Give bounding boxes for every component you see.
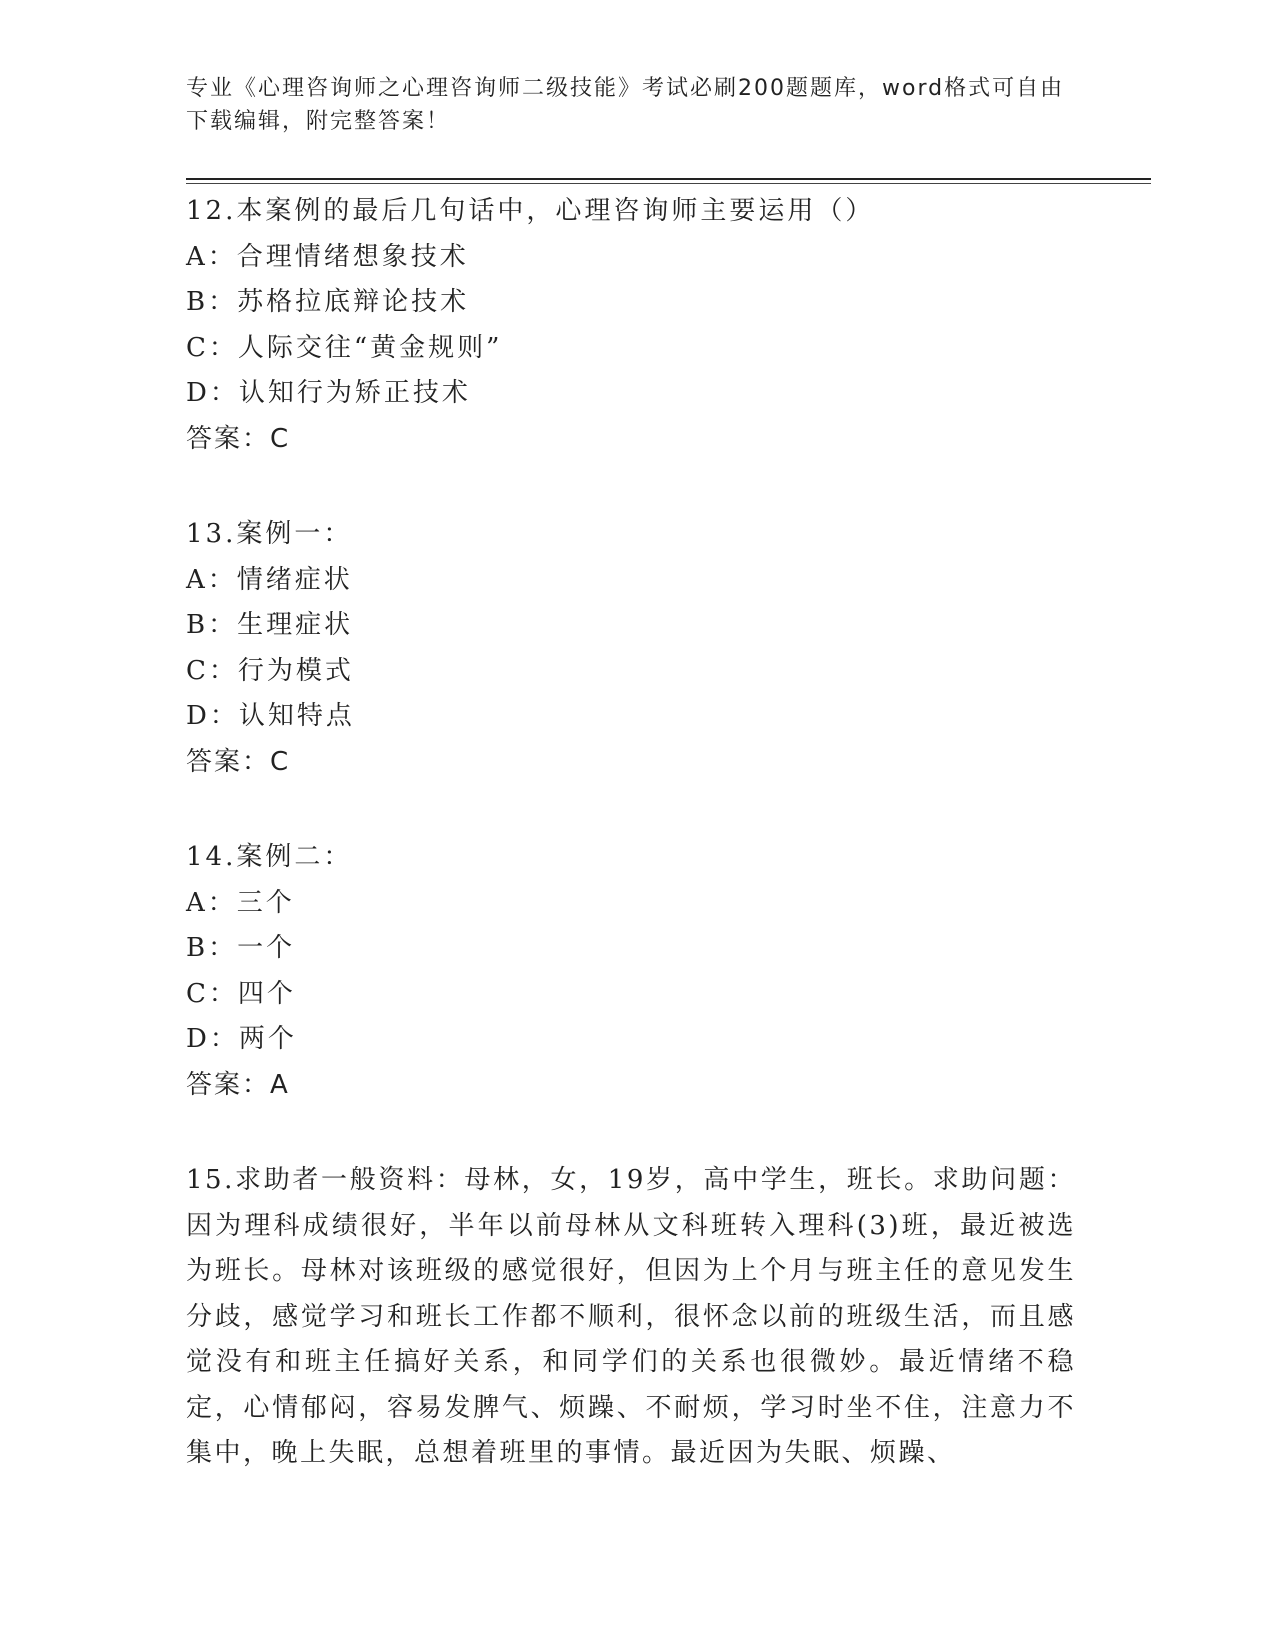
option-a: A：情绪症状 [186, 564, 353, 595]
option-c: C：人际交往“黄金规则” [186, 332, 503, 363]
question-block-12 [186, 189, 1076, 462]
question-block-13 [186, 512, 1076, 785]
option-d: D：两个 [186, 1024, 297, 1054]
option-b: B：苏格拉底辩论技术 [186, 287, 470, 317]
answer-line: 答案：A [186, 1069, 290, 1100]
question-stem: 13.案例一： [186, 519, 353, 549]
question-block-14 [186, 835, 1076, 1108]
option-b: B：一个 [186, 933, 296, 963]
case-15-paragraph: 15.求助者一般资料：母林，女，19岁，高中学生，班长。求助问题：因为理科成绩很好，半年以前母林从文科班转入理科(3)班，最近被选为班长。母林对该班级的感觉很好，但因为上个月与班主任的意见发生分歧，感觉学习和班长工作都不顺利，很怀念以前的班级生活，而且感觉没有和班主任搞好关系，和同学们的关系也很微妙。最近情绪不稳定，心情郁闷，容易发脾气、烦躁、不耐烦，学习时坐不住，注意力不集中，晚上失眠，总想着班里的事情。最近因为失眠、烦躁、 [186, 1165, 1076, 1468]
document-header: 专业《心理咨询师之心理咨询师二级技能》考试必刷200题题库，word格式可自由下载编辑，附完整答案！ [186, 76, 1065, 134]
option-c: C：四个 [186, 978, 296, 1009]
document-body [186, 189, 1076, 1477]
header-divider-thick [186, 178, 1151, 180]
question-stem: 14.案例二： [186, 842, 353, 872]
header-divider-thin [186, 183, 1151, 184]
answer-line: 答案：C [186, 423, 291, 454]
option-d: D：认知行为矫正技术 [186, 378, 471, 408]
option-c: C：行为模式 [186, 655, 354, 686]
option-a: A：合理情绪想象技术 [186, 241, 469, 272]
option-a: A：三个 [186, 887, 295, 918]
question-stem: 12.本案例的最后几句话中，心理咨询师主要运用（） [186, 196, 875, 226]
answer-line: 答案：C [186, 746, 291, 777]
option-b: B：生理症状 [186, 610, 354, 640]
option-d: D：认知特点 [186, 701, 355, 731]
